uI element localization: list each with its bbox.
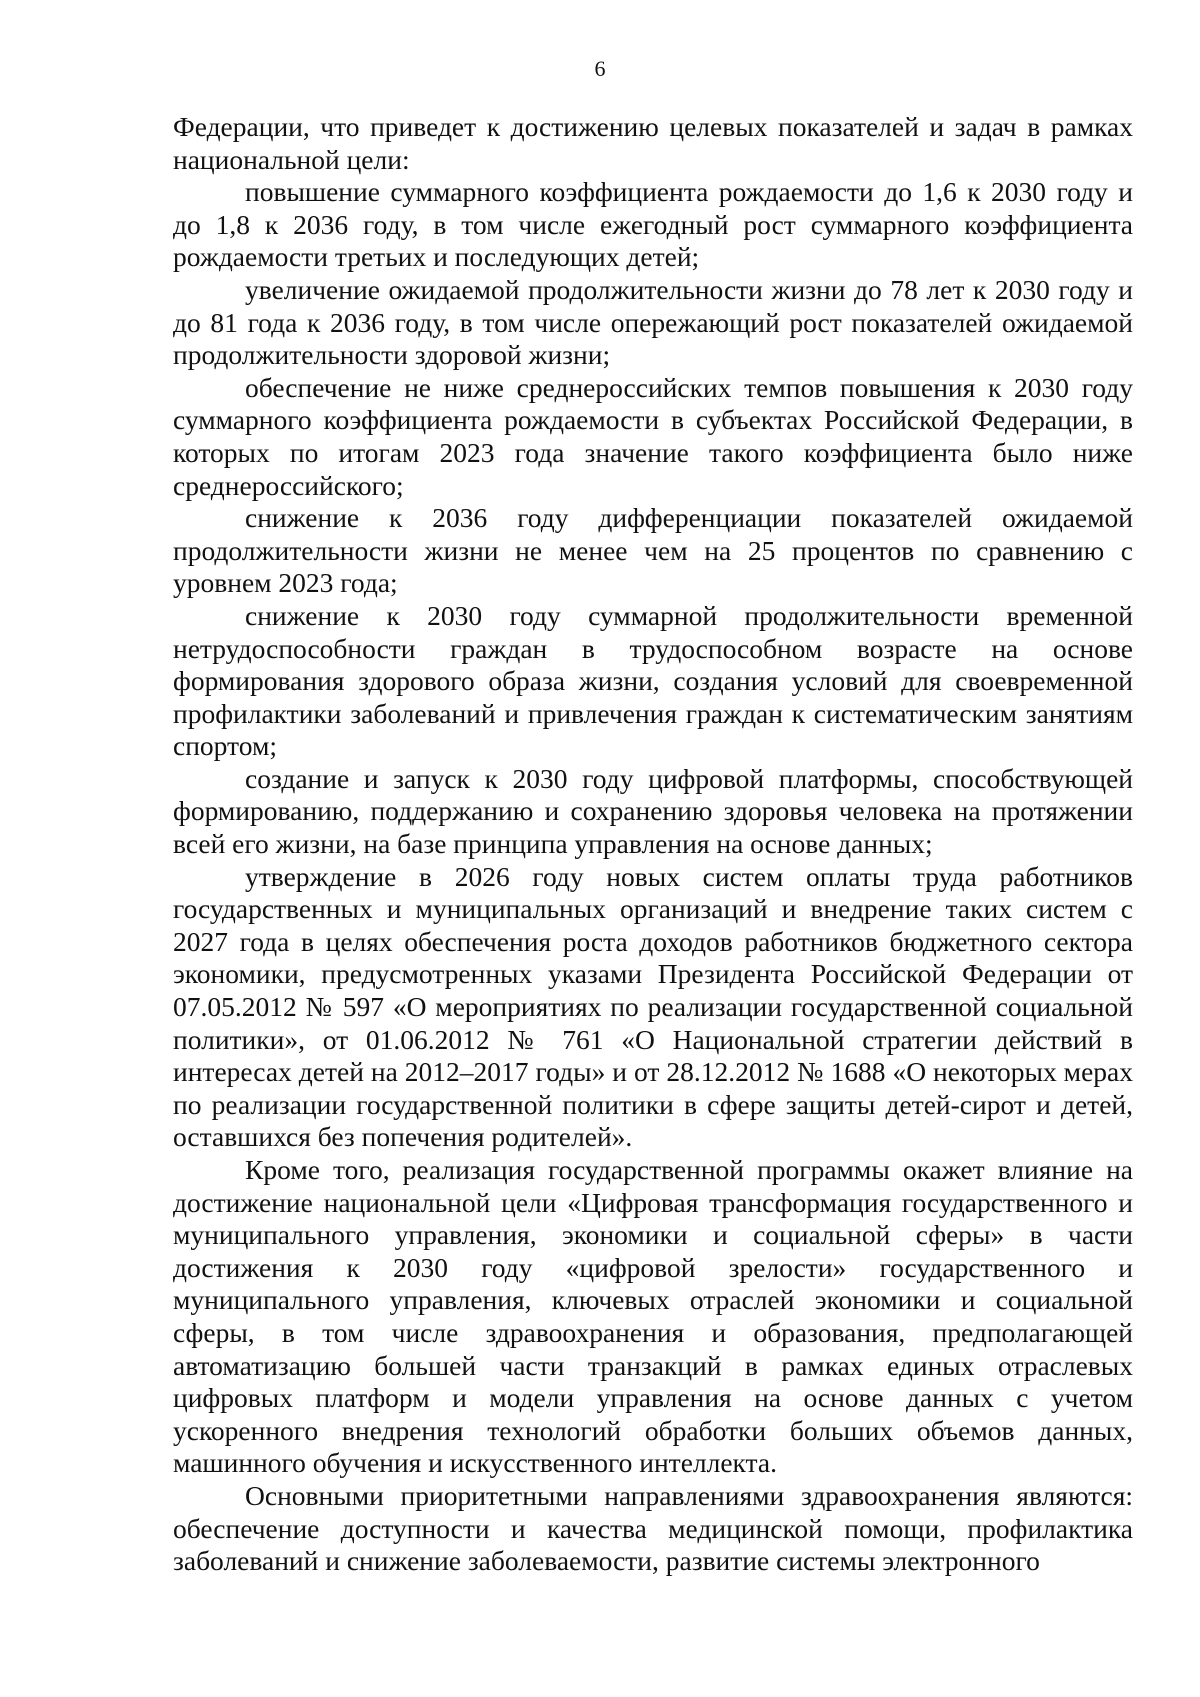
paragraph-continuation: Федерации, что приведет к достижению целевых показателей и задач в рамках национальной цели: — [173, 111, 1133, 175]
paragraph-differentiation-goal: снижение к 2036 году дифференциации показателей ожидаемой продолжительности жизни не менее чем на 25 процентов по сравнению с уровнем 2023 года; — [173, 502, 1133, 599]
document-body — [173, 111, 1133, 1578]
page-number: 6 — [594, 56, 606, 81]
paragraph-healthcare-priorities: Основными приоритетными направлениями здравоохранения являются: обеспечение доступности и качества медицинской помощи, профилактика заболеваний и снижение заболеваемости, развитие системы электронного — [173, 1479, 1133, 1577]
paragraph-regional-birth-rate-goal: обеспечение не ниже среднероссийских темпов повышения к 2030 году суммарного коэффициента рождаемости в субъектах Российской Федерации, в которых по итогам 2023 года значение такого коэффициента было ниже среднероссийского; — [173, 371, 1133, 501]
paragraph-disability-reduction-goal: снижение к 2030 году суммарной продолжительности временной нетрудоспособности граждан в трудоспособном возрасте на основе формирования здорового образа жизни, создания условий для своевременной профилактики заболеваний и привлечения граждан к систематическим занятиям спортом; — [173, 599, 1133, 762]
paragraph-digital-transformation: Кроме того, реализация государственной программы окажет влияние на достижение национальной цели «Цифровая трансформация государственного и муниципального управления, экономики и социальной сферы» в части достижения к 2030 году «цифровой зрелости» государственного и муниципального управления, ключевых отраслей экономики и социальной сферы, в том числе здравоохранения и образования, предполагающей автоматизацию большей части транзакций в рамках единых отраслевых цифровых платформ и модели управления на основе данных с учетом ускоренного внедрения технологий обработки больших объемов данных, машинного обучения и искусственного интеллекта. — [173, 1154, 1133, 1479]
paragraph-birth-rate-goal: повышение суммарного коэффициента рождаемости до 1,6 к 2030 году и до 1,8 к 2036 году, в том числе ежегодный рост суммарного коэффициента рождаемости третьих и последующих детей; — [173, 176, 1133, 273]
paragraph-life-expectancy-goal: увеличение ожидаемой продолжительности жизни до 78 лет к 2030 году и до 81 года к 2036 году, в том числе опережающий рост показателей ожидаемой продолжительности здоровой жизни; — [173, 273, 1133, 371]
paragraph-digital-platform-goal: создание и запуск к 2030 году цифровой платформы, способствующей формированию, поддержанию и сохранению здоровья человека на протяжении всей его жизни, на базе принципа управления на основе данных; — [173, 762, 1133, 860]
paragraph-payment-systems-goal: утверждение в 2026 году новых систем оплаты труда работников государственных и муниципальных организаций и внедрение таких систем с 2027 года в целях обеспечения роста доходов работников бюджетного сектора экономики, предусмотренных указами Президента Российской Федерации от 07.05.2012 № 597 «О мероприятиях по реализации государственной социальной политики», от 01.06.2012 № 761 «О Национальной стратегии действий в интересах детей на 2012–2017 годы» и от 28.12.2012 № 1688 «О некоторых мерах по реализации государственной политики в сфере защиты детей-сирот и детей, оставшихся без попечения родителей». — [173, 860, 1133, 1153]
